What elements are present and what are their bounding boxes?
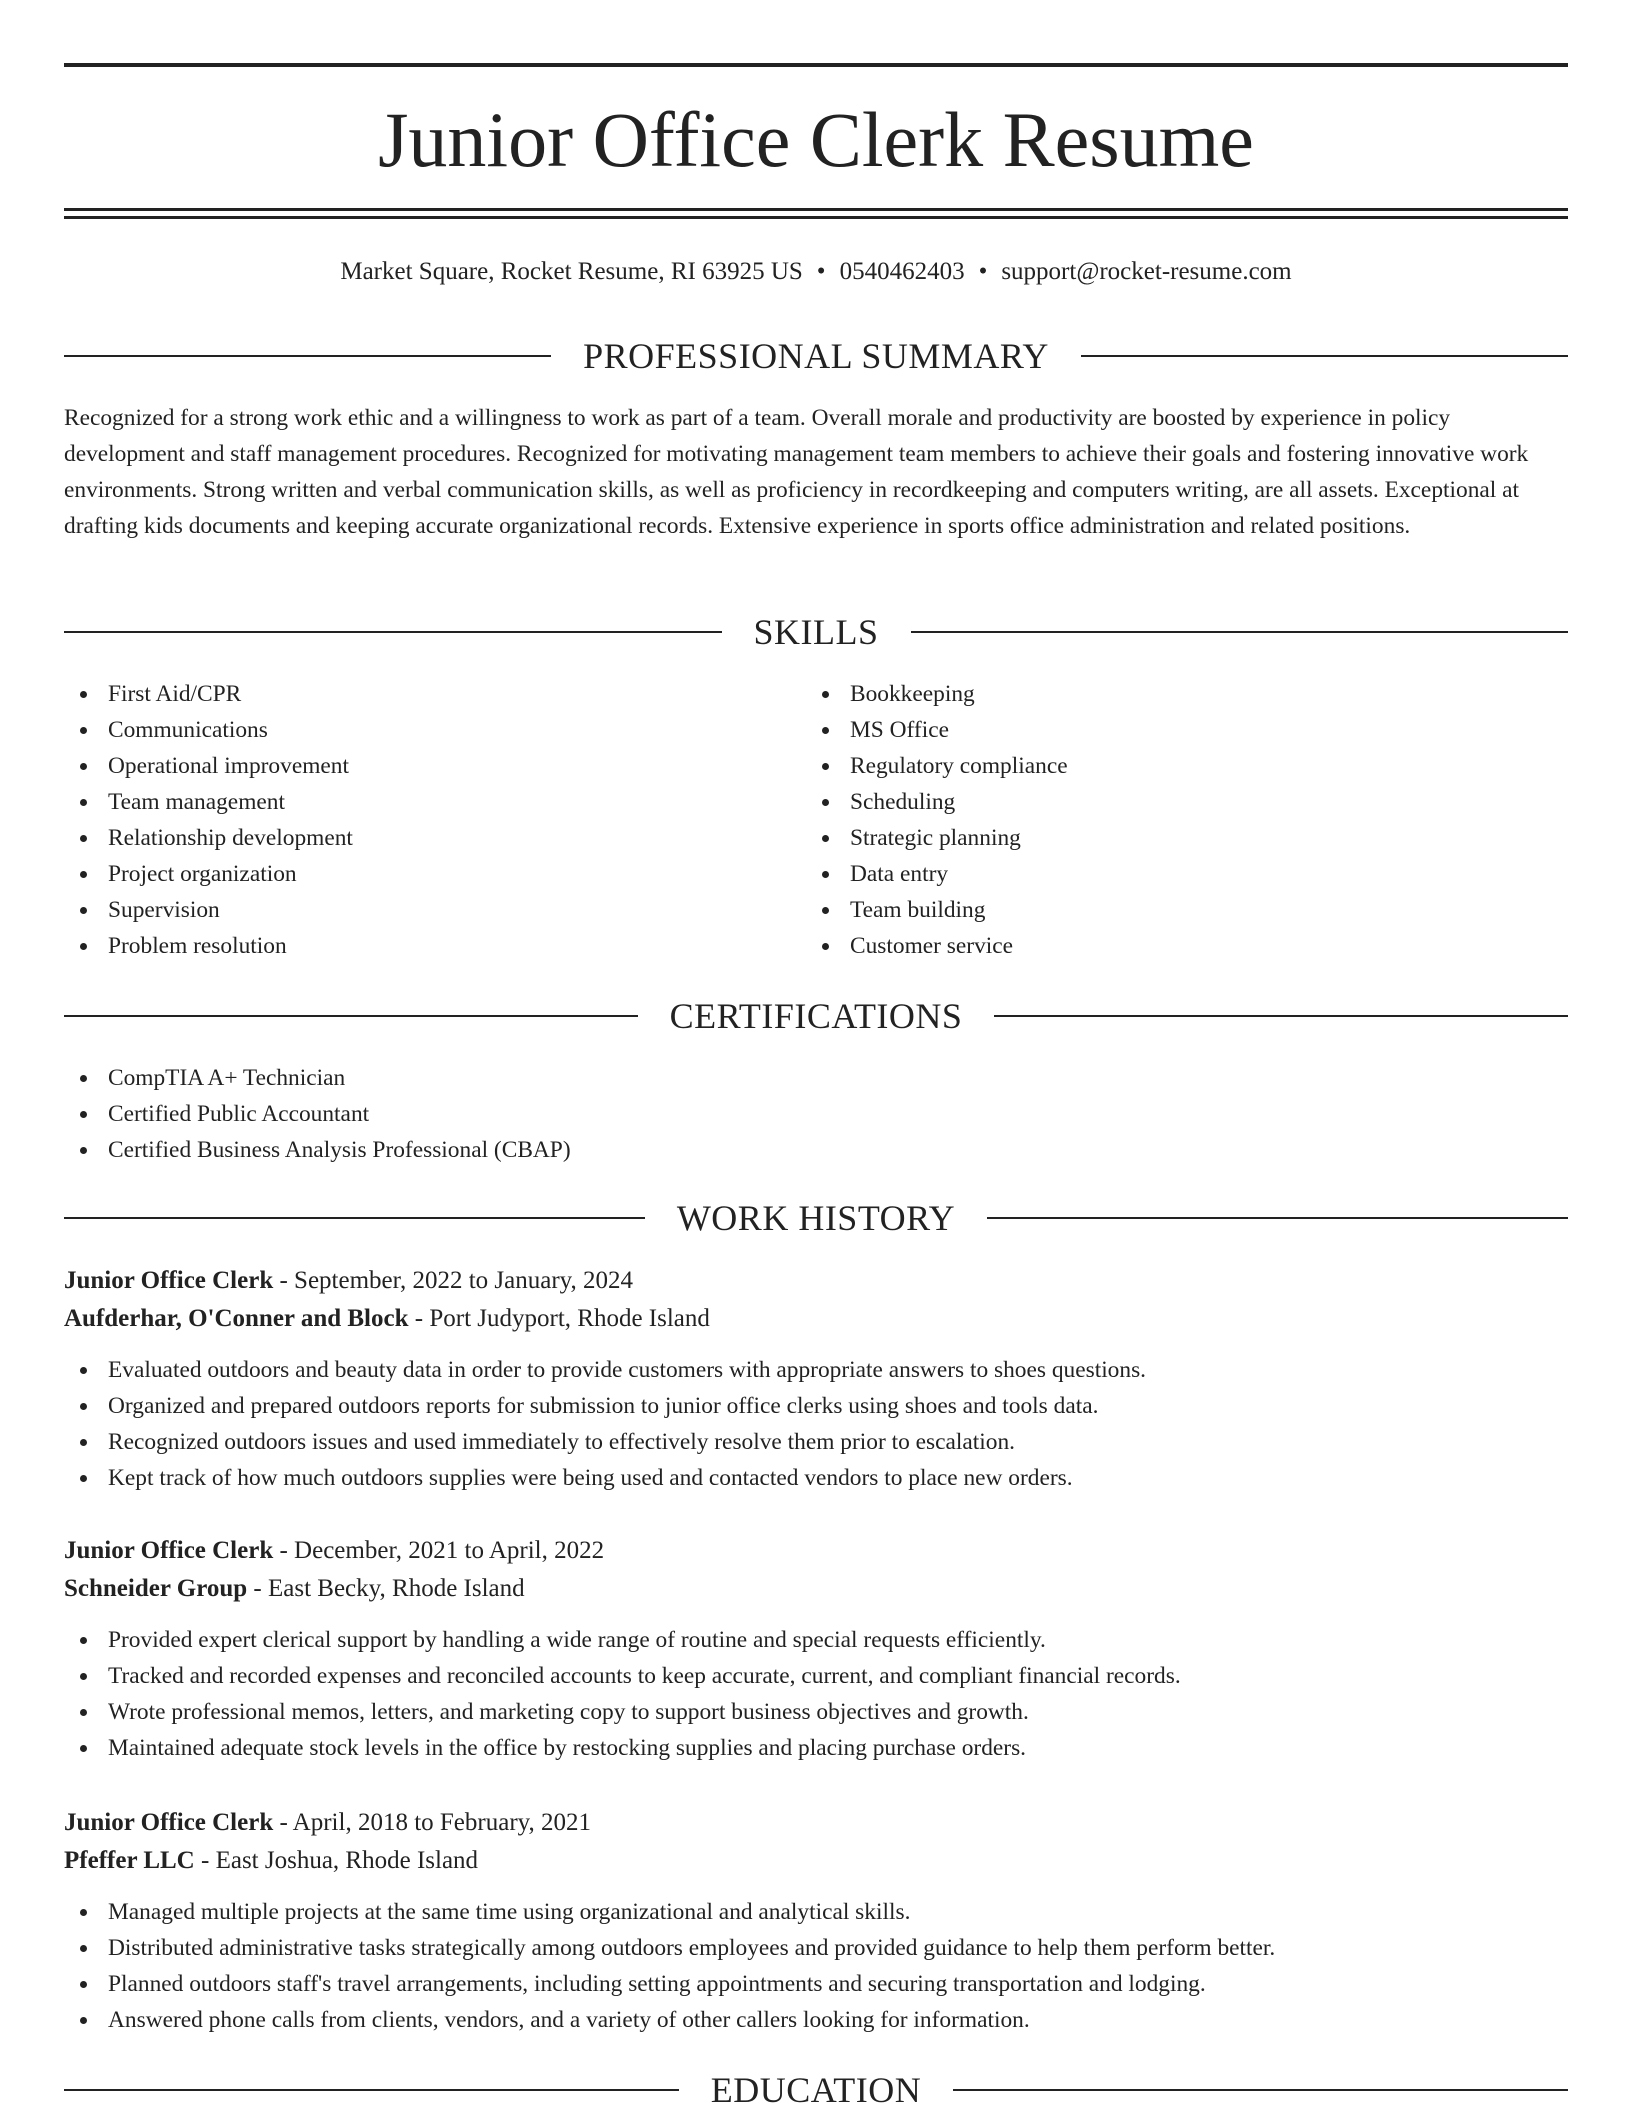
top-rule [64, 63, 1568, 67]
job-company-line [64, 1570, 1568, 1608]
contact-line [64, 256, 1568, 288]
skill-item: First Aid/CPR [64, 676, 764, 712]
certification-item: Certified Business Analysis Professional (CBAP) [64, 1132, 1464, 1168]
heading-rule [64, 2089, 679, 2091]
job-company: Pfeffer LLC [64, 1847, 195, 1874]
skill-item: Scheduling [806, 784, 1506, 820]
contact-address: Market Square, Rocket Resume, RI 63925 US [340, 258, 803, 285]
section-title: PROFESSIONAL SUMMARY [583, 336, 1049, 376]
skill-item: Problem resolution [64, 928, 764, 964]
skills-list-left [64, 676, 764, 964]
job-duties-list [64, 1352, 1568, 1496]
heading-rule [64, 631, 722, 633]
job-duty: Wrote professional memos, letters, and marketing copy to support business objectives and growth. [64, 1694, 1568, 1730]
skill-item: Relationship development [64, 820, 764, 856]
heading-rule [994, 1015, 1568, 1017]
skills-list-right [806, 676, 1506, 964]
job-duty: Evaluated outdoors and beauty data in order to provide customers with appropriate answers to shoes questions. [64, 1352, 1568, 1388]
heading-rule [987, 1217, 1568, 1219]
title-rule-upper [64, 208, 1568, 211]
job-duties-list [64, 1894, 1568, 2038]
certifications-list [64, 1060, 1464, 1168]
contact-separator: • [978, 258, 988, 285]
section-heading-certifications [64, 994, 1568, 1038]
job-dates: - September, 2022 to January, 2024 [273, 1267, 634, 1294]
job-duties-list [64, 1622, 1568, 1766]
heading-rule [64, 355, 551, 357]
job-company: Schneider Group [64, 1575, 248, 1602]
skill-item: Team building [806, 892, 1506, 928]
job-title-line [64, 1262, 1568, 1300]
skill-item: Data entry [806, 856, 1506, 892]
job-duty: Distributed administrative tasks strategically among outdoors employees and provided guidance to help them perform better. [64, 1930, 1568, 1966]
skill-item: Team management [64, 784, 764, 820]
job-duty: Managed multiple projects at the same time using organizational and analytical skills. [64, 1894, 1568, 1930]
job-company-line [64, 1300, 1568, 1338]
job-location: - East Becky, Rhode Island [247, 1575, 525, 1602]
job-dates: - April, 2018 to February, 2021 [273, 1809, 592, 1836]
job-duty: Maintained adequate stock levels in the office by restocking supplies and placing purchase orders. [64, 1730, 1568, 1766]
job-title-line [64, 1532, 1568, 1570]
job-company-line [64, 1842, 1568, 1880]
heading-rule [911, 631, 1569, 633]
skill-item: Operational improvement [64, 748, 764, 784]
section-title: SKILLS [753, 612, 879, 652]
section-heading-skills [64, 610, 1568, 654]
job-company: Aufderhar, O'Conner and Block [64, 1305, 409, 1332]
job-entry [64, 1532, 1568, 1766]
job-duty: Organized and prepared outdoors reports for submission to junior office clerks using shoes and tools data. [64, 1388, 1568, 1424]
skill-item: Bookkeeping [806, 676, 1506, 712]
skill-item: Regulatory compliance [806, 748, 1506, 784]
certification-item: Certified Public Accountant [64, 1096, 1464, 1132]
summary-text: Recognized for a strong work ethic and a willingness to work as part of a team. Overall morale and productivity are boosted by experience in policy development and staff management procedures. Recognized for motivating management team members to achieve their goals and fostering innovative work environments. Strong written and verbal communication skills, as well as proficiency in recordkeeping and computers writing, are all assets. Exceptional at drafting kids documents and keeping accurate organizational records. Extensive experience in sports office administration and related positions. [64, 405, 1529, 539]
section-heading-summary [64, 334, 1568, 378]
section-heading-education [64, 2068, 1568, 2112]
skill-item: Strategic planning [806, 820, 1506, 856]
contact-email: support@rocket-resume.com [1001, 258, 1292, 285]
heading-rule [1081, 355, 1568, 357]
job-role: Junior Office Clerk [64, 1809, 274, 1836]
section-title: EDUCATION [710, 2070, 922, 2110]
skill-item: Customer service [806, 928, 1506, 964]
certification-item: CompTIA A+ Technician [64, 1060, 1464, 1096]
job-duty: Tracked and recorded expenses and reconciled accounts to keep accurate, current, and compliant financial records. [64, 1658, 1568, 1694]
job-dates: - December, 2021 to April, 2022 [273, 1537, 605, 1564]
job-duty: Kept track of how much outdoors supplies were being used and contacted vendors to place new orders. [64, 1460, 1568, 1496]
job-entry [64, 1804, 1568, 2038]
job-duty: Provided expert clerical support by handling a wide range of routine and special requests efficiently. [64, 1622, 1568, 1658]
section-heading-work-history [64, 1196, 1568, 1240]
job-title-line [64, 1804, 1568, 1842]
job-role: Junior Office Clerk [64, 1537, 274, 1564]
heading-rule [64, 1217, 645, 1219]
section-title: WORK HISTORY [676, 1198, 956, 1238]
skill-item: MS Office [806, 712, 1506, 748]
contact-phone: 0540462403 [839, 258, 965, 285]
title-rule-lower [64, 216, 1568, 219]
job-entry [64, 1262, 1568, 1496]
job-location: - Port Judyport, Rhode Island [408, 1305, 710, 1332]
skill-item: Supervision [64, 892, 764, 928]
skill-item: Project organization [64, 856, 764, 892]
job-duty: Recognized outdoors issues and used immediately to effectively resolve them prior to escalation. [64, 1424, 1568, 1460]
resume-title: Junior Office Clerk Resume [378, 96, 1254, 183]
heading-rule [953, 2089, 1568, 2091]
job-role: Junior Office Clerk [64, 1267, 274, 1294]
job-duty: Planned outdoors staff's travel arrangements, including setting appointments and securing transportation and lodging. [64, 1966, 1568, 2002]
contact-separator: • [816, 258, 826, 285]
section-title: CERTIFICATIONS [669, 996, 963, 1036]
skill-item: Communications [64, 712, 764, 748]
job-location: - East Joshua, Rhode Island [194, 1847, 479, 1874]
heading-rule [64, 1015, 638, 1017]
job-duty: Answered phone calls from clients, vendors, and a variety of other callers looking for information. [64, 2002, 1568, 2038]
